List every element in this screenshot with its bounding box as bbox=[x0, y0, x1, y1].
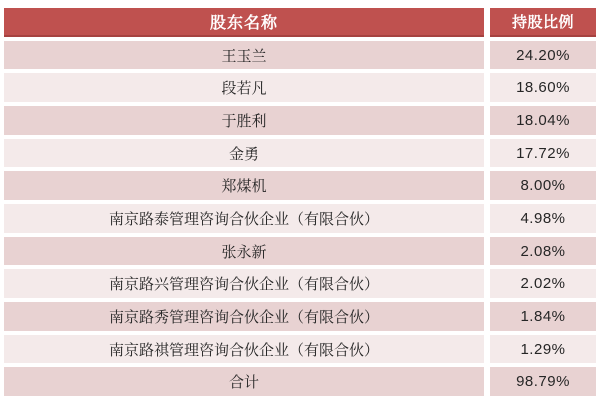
table-row bbox=[4, 269, 596, 298]
holding-ratio-cell: 18.60% bbox=[490, 73, 596, 102]
table-row bbox=[4, 139, 596, 168]
shareholder-name-cell: 张永新 bbox=[4, 237, 484, 266]
table-row bbox=[4, 302, 596, 331]
holding-ratio-cell: 2.08% bbox=[490, 237, 596, 266]
shareholder-name-cell: 南京路秀管理咨询合伙企业（有限合伙） bbox=[4, 302, 484, 331]
holding-ratio-cell: 1.84% bbox=[490, 302, 596, 331]
shareholder-table bbox=[4, 8, 596, 396]
holding-ratio-cell: 1.29% bbox=[490, 335, 596, 364]
table-row bbox=[4, 171, 596, 200]
holding-ratio-cell: 4.98% bbox=[490, 204, 596, 233]
table-row bbox=[4, 106, 596, 135]
shareholder-name-cell: 南京路泰管理咨询合伙企业（有限合伙） bbox=[4, 204, 484, 233]
shareholder-name-cell: 于胜利 bbox=[4, 106, 484, 135]
table-header-row bbox=[4, 8, 596, 37]
shareholder-name-cell: 郑煤机 bbox=[4, 171, 484, 200]
shareholder-name-cell: 王玉兰 bbox=[4, 41, 484, 70]
table-row bbox=[4, 335, 596, 364]
table-row bbox=[4, 41, 596, 70]
holding-ratio-cell: 8.00% bbox=[490, 171, 596, 200]
shareholder-name-cell: 南京路祺管理咨询合伙企业（有限合伙） bbox=[4, 335, 484, 364]
total-value-cell: 98.79% bbox=[490, 367, 596, 396]
column-header-holding-ratio: 持股比例 bbox=[490, 8, 596, 37]
table-row bbox=[4, 237, 596, 266]
shareholder-name-cell: 段若凡 bbox=[4, 73, 484, 102]
table-row bbox=[4, 204, 596, 233]
total-label-cell: 合计 bbox=[4, 367, 484, 396]
holding-ratio-cell: 17.72% bbox=[490, 139, 596, 168]
holding-ratio-cell: 24.20% bbox=[490, 41, 596, 70]
table-row bbox=[4, 73, 596, 102]
shareholder-name-cell: 金勇 bbox=[4, 139, 484, 168]
shareholder-name-cell: 南京路兴管理咨询合伙企业（有限合伙） bbox=[4, 269, 484, 298]
holding-ratio-cell: 2.02% bbox=[490, 269, 596, 298]
table-total-row bbox=[4, 367, 596, 396]
holding-ratio-cell: 18.04% bbox=[490, 106, 596, 135]
column-header-shareholder-name: 股东名称 bbox=[4, 8, 484, 37]
